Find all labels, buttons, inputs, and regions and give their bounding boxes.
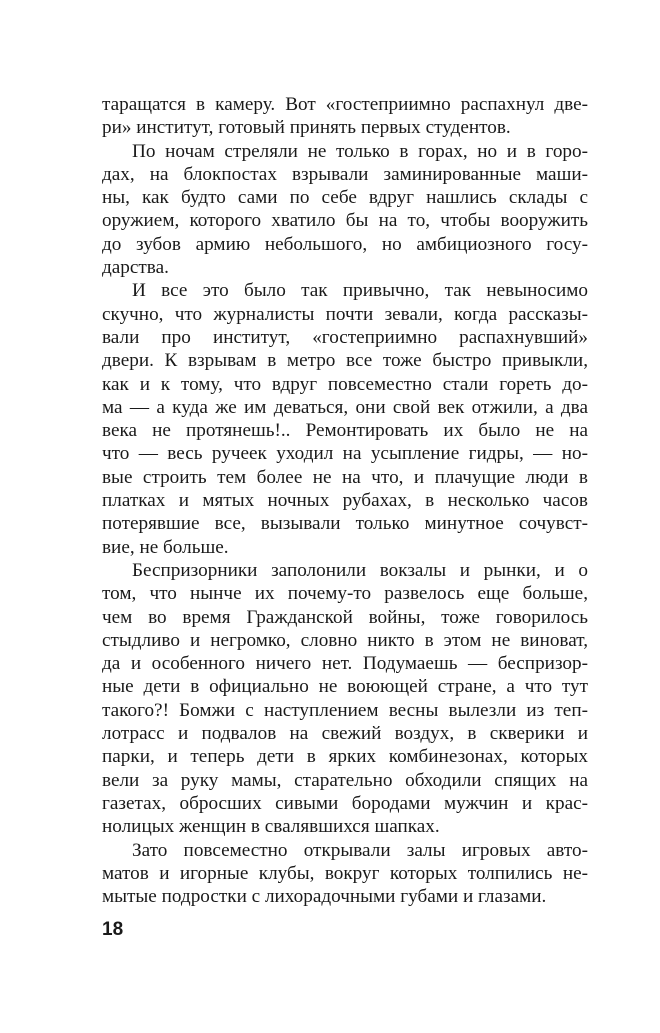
- text-line: оружием, которого хватило бы на то, чтобы вооружить: [102, 210, 588, 232]
- text-line: мытые подростки с лихорадочными губами и глазами.: [102, 886, 547, 908]
- text-line: ные дети в официально не воюющей стране, а что тут: [102, 676, 588, 698]
- text-line: таращатся в камеру. Вот «гостеприимно распахнул две-: [102, 94, 588, 115]
- text-line: По ночам стреляли не только в горах, но и в горо-: [132, 140, 588, 162]
- paragraph: [102, 279, 588, 559]
- body-text: [102, 93, 588, 908]
- text-line: парки, и теперь дети в ярких комбинезонах, которых: [102, 746, 588, 768]
- text-line: потерявшие все, вызывали только минутное сочувст-: [102, 513, 588, 535]
- text-line: Зато повсеместно открывали залы игровых авто-: [132, 839, 588, 861]
- text-line: стыдливо и негромко, словно никто в этом не виноват,: [102, 629, 588, 651]
- text-line: газетах, обросших сивыми бородами мужчин и крас-: [102, 792, 588, 814]
- text-line: двери. К взрывам в метро все тоже быстро привыкли,: [102, 350, 588, 372]
- text-line: до зубов армию небольшого, но амбициозного госу-: [102, 233, 588, 255]
- page-number: 18: [102, 919, 124, 940]
- text-line: платках и мятых ночных рубахах, в несколько часов: [102, 490, 588, 512]
- text-line: Беспризорники заполонили вокзалы и рынки, и о: [132, 559, 588, 581]
- text-line: как и к тому, что вдруг повсеместно стали гореть до-: [102, 373, 588, 395]
- text-line: вые строить тем более не на что, и плачущие люди в: [102, 466, 588, 488]
- paragraph: [102, 839, 588, 909]
- text-line: вие, не больше.: [102, 536, 229, 558]
- text-line: дах, на блокпостах взрывали заминированные маши-: [102, 163, 588, 185]
- paragraph: [102, 559, 588, 839]
- text-line: дарства.: [102, 257, 169, 279]
- paragraph: [102, 93, 588, 140]
- text-line: вели за руку мамы, старательно обходили спящих на: [102, 769, 588, 791]
- text-line: И все это было так привычно, так невыносимо: [132, 280, 588, 302]
- paragraph: [102, 140, 588, 280]
- text-line: ма — а куда же им деваться, они свой век отжили, а два: [102, 396, 588, 418]
- text-line: матов и игорные клубы, вокруг которых толпились не-: [102, 862, 588, 884]
- text-line: вали про институт, «гостеприимно распахнувший»: [102, 326, 588, 348]
- text-line: да и особенного ничего нет. Подумаешь — беспризор-: [102, 653, 588, 675]
- text-line: что — весь ручеек уходил на усыпление гидры, — но-: [102, 443, 588, 465]
- text-line: том, что нынче их почему-то развелось еще больше,: [102, 583, 588, 605]
- text-line: нолицых женщин в свалявшихся шапках.: [102, 816, 440, 838]
- text-line: лотрасс и подвалов на свежий воздух, в скверики и: [102, 723, 588, 745]
- text-line: века не протянешь!.. Ремонтировать их было не на: [102, 420, 588, 442]
- text-line: такого?! Бомжи с наступлением весны вылезли из теп-: [102, 699, 588, 721]
- text-line: скучно, что журналисты почти зевали, когда рассказы-: [102, 303, 588, 325]
- text-line: чем во время Гражданской войны, тоже говорилось: [102, 606, 588, 628]
- text-line: ри» институт, готовый принять первых студентов.: [102, 117, 511, 139]
- text-line: ны, как будто сами по себе вдруг нашлись склады с: [102, 187, 588, 209]
